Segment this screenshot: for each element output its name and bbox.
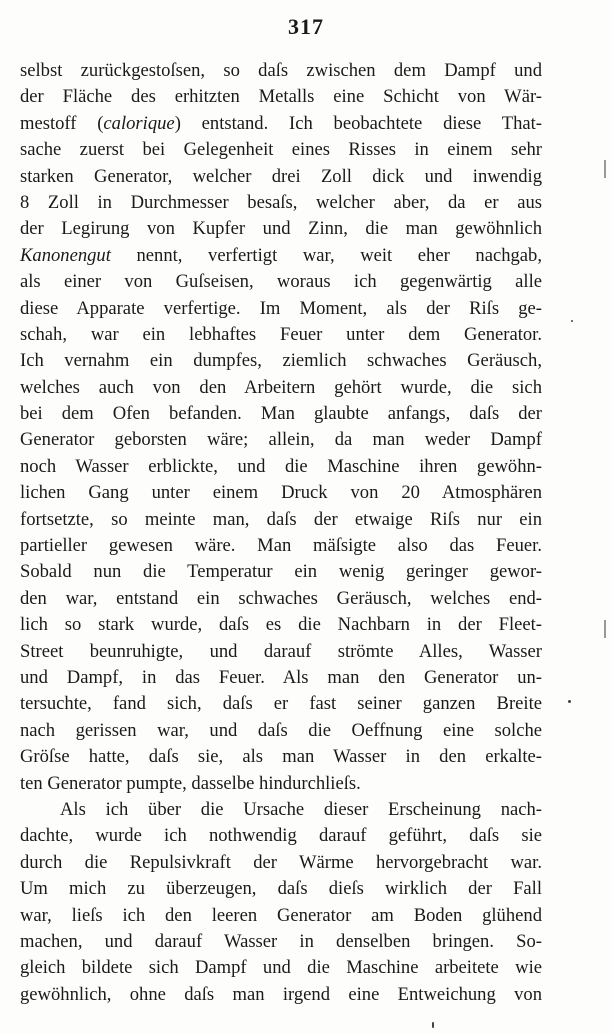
text-segment: partieller gewesen wäre. Man mäſsigte also das Feuer. [20, 535, 542, 557]
text-line [20, 955, 542, 981]
text-segment: Street beunruhigte, und darauf strömte Alles, Wasser [20, 640, 542, 662]
body-text [20, 58, 542, 1008]
text-line [20, 797, 542, 823]
text-line [20, 903, 542, 929]
text-segment: nach gerissen war, und daſs die Oeffnung eine solche [20, 719, 542, 741]
text-segment: lich so stark wurde, daſs es die Nachbarn in der Fleet- [20, 614, 542, 636]
text-segment: Als ich über die Ursache dieser Erscheinung nach- [60, 798, 542, 820]
text-segment: Gröſse hatte, daſs sie, als man Wasser in den erkalte- [20, 746, 542, 768]
print-speck [432, 1022, 434, 1028]
text-segment: dachte, wurde ich nothwendig darauf geführt, daſs sie [20, 825, 542, 847]
text-segment: den war, entstand ein schwaches Geräusch, welches end- [20, 587, 542, 609]
text-line [20, 375, 542, 401]
text-segment: lichen Gang unter einem Druck von 20 Atmosphären [20, 482, 542, 504]
text-line [20, 771, 542, 797]
italic-term: Kanonengut [20, 244, 111, 266]
text-line [20, 691, 542, 717]
page-edge-shadow [604, 620, 606, 638]
text-segment: noch Wasser erblickte, und die Maschine ihren gewöhn- [20, 455, 542, 477]
text-line [20, 322, 542, 348]
text-segment: fortsetzte, so meinte man, daſs der etwaige Riſs nur ein [20, 508, 542, 530]
text-line [20, 84, 542, 110]
text-line [20, 348, 542, 374]
text-segment: als einer von Guſseisen, woraus ich gegenwärtig alle [20, 271, 542, 293]
text-segment: schah, war ein lebhaftes Feuer unter dem Generator. [20, 323, 542, 345]
text-line [20, 718, 542, 744]
text-line [20, 744, 542, 770]
text-segment: 8 Zoll in Durchmesser besaſs, welcher aber, da er aus [20, 191, 542, 213]
text-segment: sache zuerst bei Gelegenheit eines Risses in einem sehr [20, 139, 542, 161]
page-number: 317 [288, 14, 324, 39]
text-line [20, 559, 542, 585]
text-line [20, 164, 542, 190]
text-line [20, 427, 542, 453]
text-line [20, 507, 542, 533]
text-segment: Generator geborsten wäre; allein, da man weder Dampf [20, 429, 542, 451]
text-segment: durch die Repulsivkraft der Wärme hervorgebracht war. [20, 851, 542, 873]
page-edge-shadow [604, 160, 606, 178]
text-segment: machen, und darauf Wasser in denselben bringen. So- [20, 930, 542, 952]
text-line [20, 823, 542, 849]
text-line [20, 533, 542, 559]
italic-term: calorique [103, 112, 175, 134]
text-line [20, 190, 542, 216]
text-segment: nennt, verfertigt war, weit eher nachgab, [110, 244, 542, 266]
text-line [20, 454, 542, 480]
print-speck [568, 700, 571, 703]
text-segment: Sobald nun die Temperatur ein wenig geringer gewor- [20, 561, 542, 583]
text-line [20, 296, 542, 322]
text-line [20, 665, 542, 691]
text-segment: mestoff ( [20, 112, 104, 134]
text-segment: tersuchte, fand sich, daſs er fast seiner ganzen Breite [20, 693, 542, 715]
text-line [20, 480, 542, 506]
text-line [20, 929, 542, 955]
text-segment: bei dem Ofen befanden. Man glaubte anfangs, daſs der [20, 403, 542, 425]
text-line [20, 612, 542, 638]
text-segment: ten Generator pumpte, dasselbe hindurchlieſs. [20, 772, 361, 794]
text-segment: Um mich zu überzeugen, daſs dieſs wirklich der Fall [20, 878, 542, 900]
text-line [20, 982, 542, 1008]
text-line [20, 401, 542, 427]
text-line [20, 58, 542, 84]
text-line [20, 876, 542, 902]
text-line [20, 111, 542, 137]
text-line [20, 137, 542, 163]
text-segment: gewöhnlich, ohne daſs man irgend eine Entweichung von [20, 983, 542, 1005]
text-line [20, 216, 542, 242]
text-segment: diese Apparate verfertige. Im Moment, als der Riſs ge- [20, 297, 542, 319]
text-segment: und Dampf, in das Feuer. Als man den Generator un- [20, 666, 542, 688]
text-segment: selbst zurückgestoſsen, so daſs zwischen dem Dampf und [20, 60, 542, 81]
text-segment: welches auch von den Arbeitern gehört wurde, die sich [20, 376, 542, 398]
text-segment: Ich vernahm ein dumpfes, ziemlich schwaches Geräusch, [20, 350, 542, 372]
text-segment: war, lieſs ich den leeren Generator am Boden glühend [20, 904, 542, 926]
text-line [20, 243, 542, 269]
text-segment: ) entstand. Ich beobachtete diese That- [174, 112, 542, 134]
text-line [20, 639, 542, 665]
text-line [20, 269, 542, 295]
text-line [20, 850, 542, 876]
text-line [20, 586, 542, 612]
text-segment: gleich bildete sich Dampf und die Maschine arbeitete wie [20, 957, 542, 979]
text-segment: der Fläche des erhitzten Metalls eine Schicht von Wär- [20, 86, 542, 108]
text-segment: der Legirung von Kupfer und Zinn, die man gewöhnlich [20, 218, 542, 240]
print-speck [571, 320, 573, 322]
text-segment: starken Generator, welcher drei Zoll dick und inwendig [20, 165, 542, 187]
